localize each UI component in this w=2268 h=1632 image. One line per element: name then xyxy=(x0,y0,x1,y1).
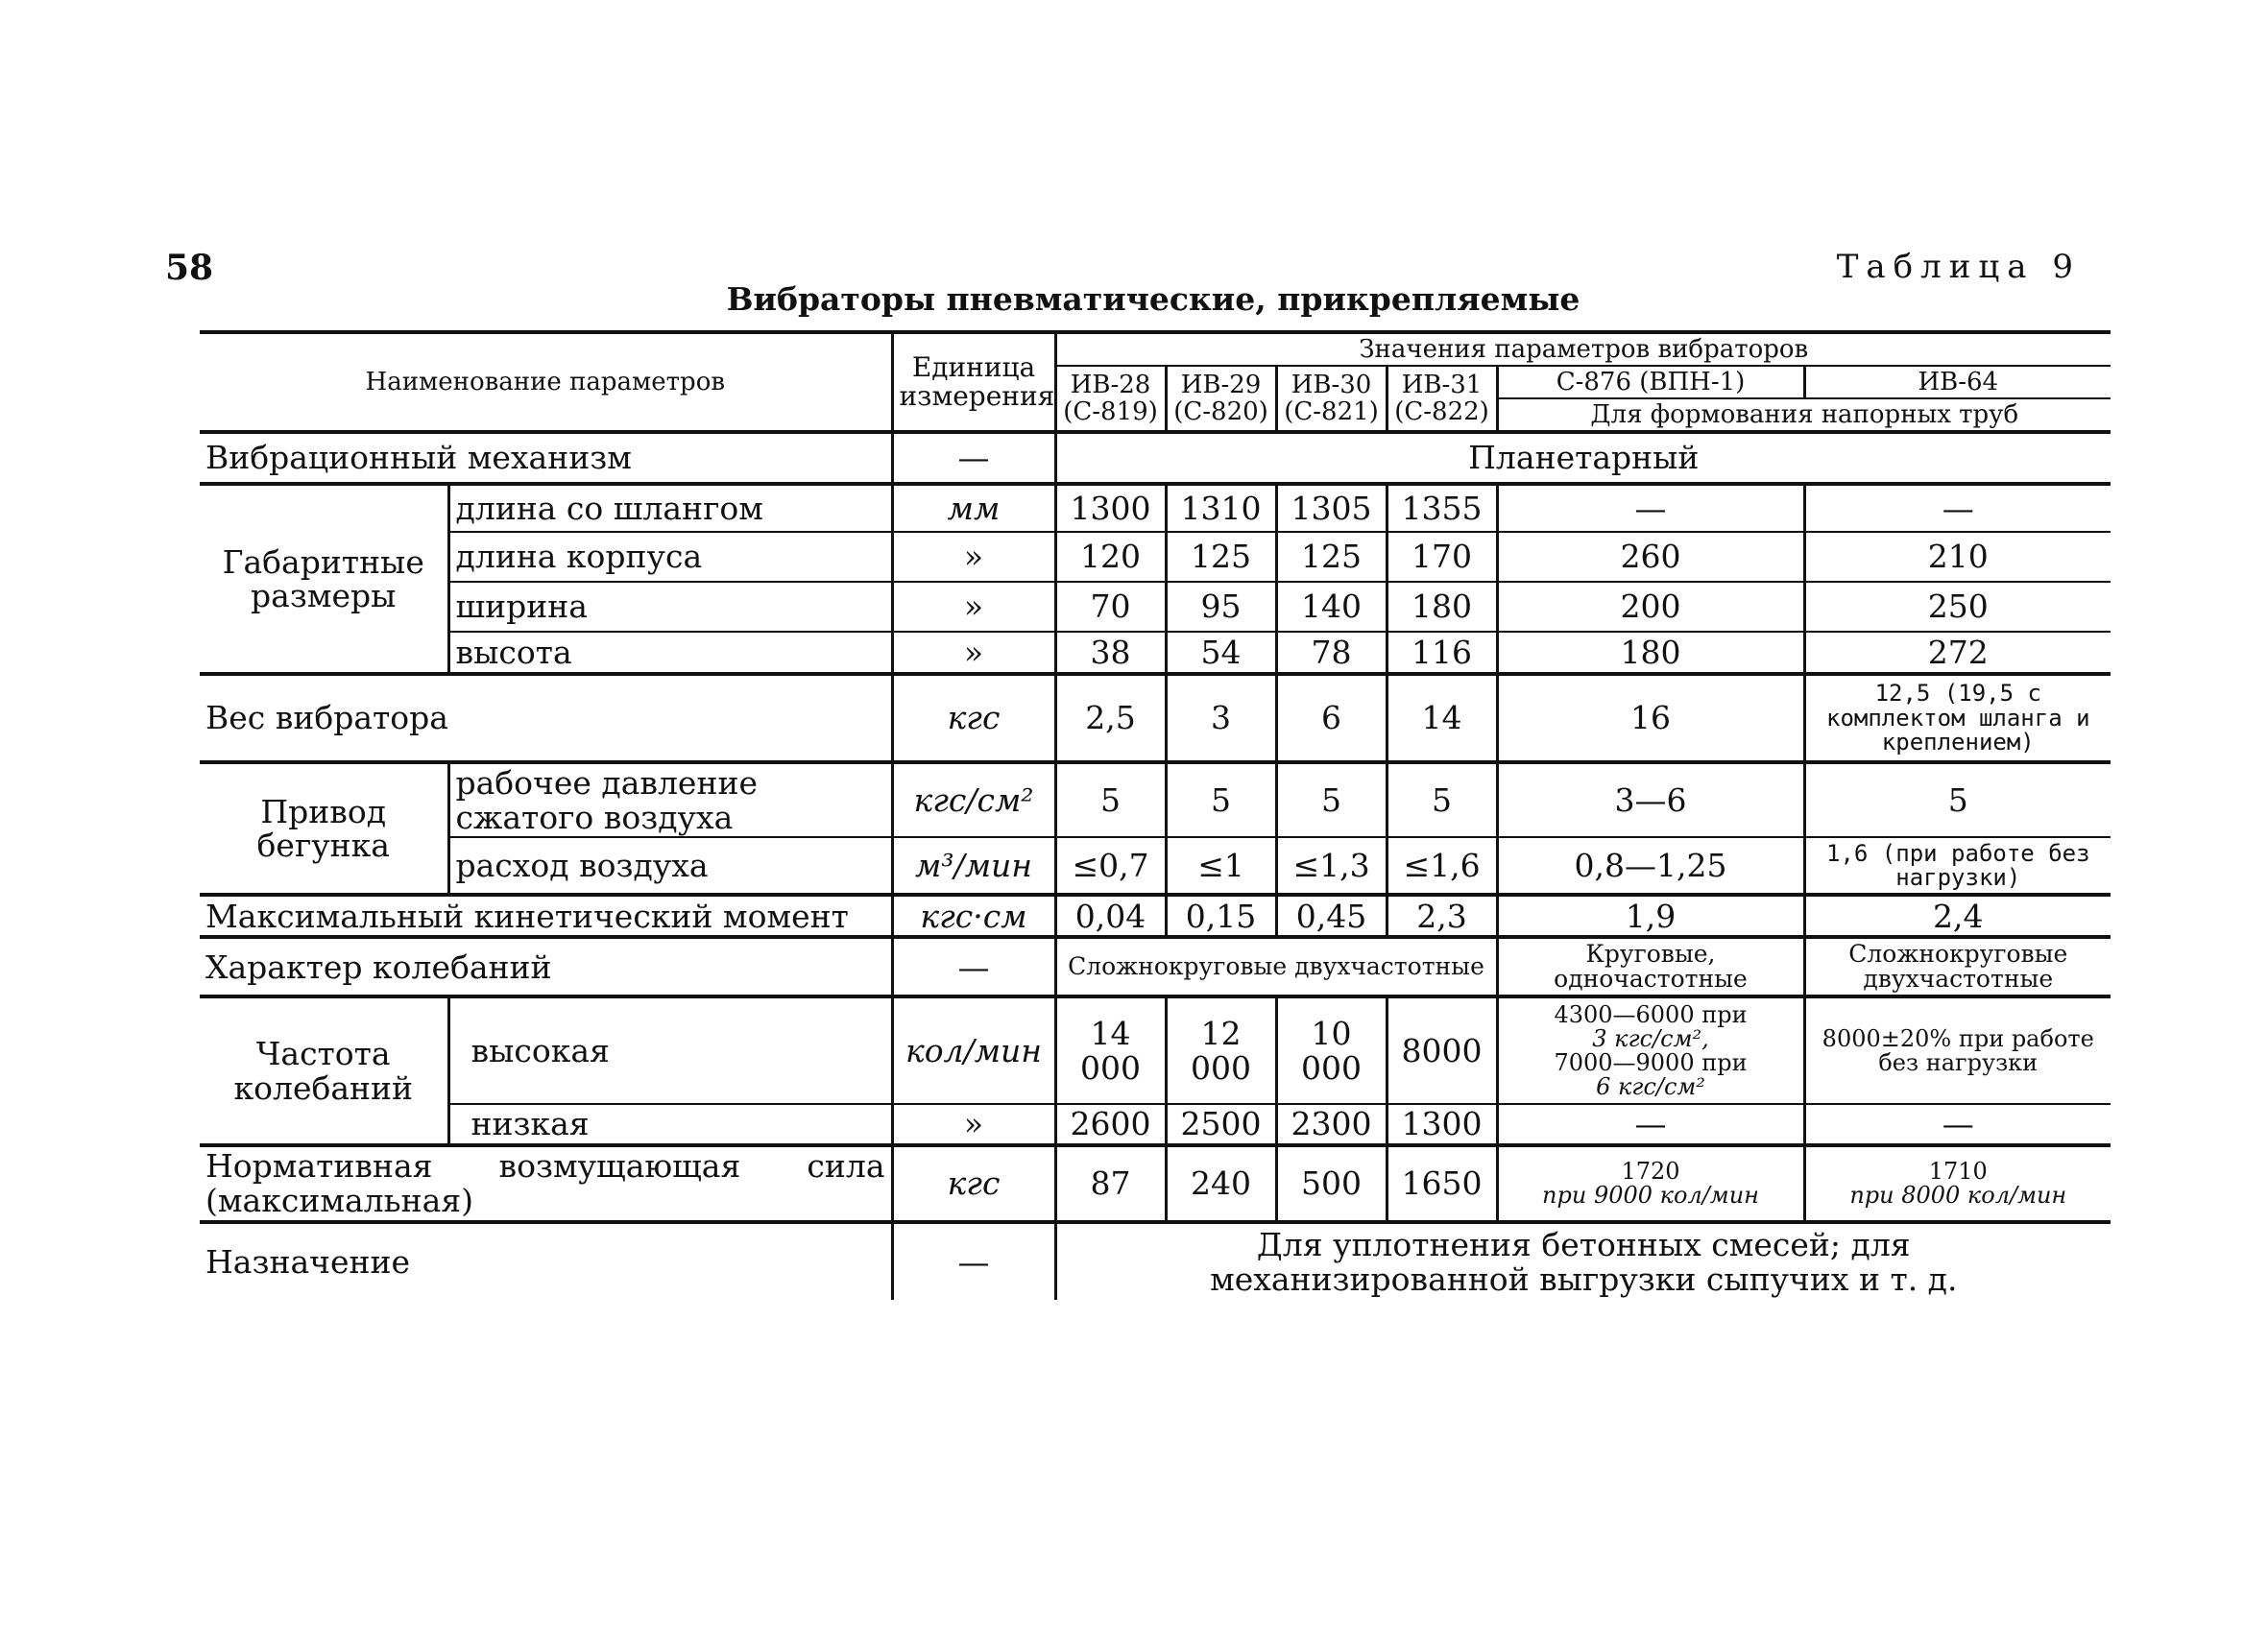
dims-group-label: Габаритные размеры xyxy=(200,484,448,674)
frequency-group-label: Частота колебаний xyxy=(200,996,448,1145)
height-label: высота xyxy=(448,632,892,674)
value-cell: 1305 xyxy=(1276,484,1387,532)
value-cell: 2,4 xyxy=(1804,895,2111,937)
value-cell: 170 xyxy=(1387,532,1497,582)
row-pressure xyxy=(200,762,2111,837)
weight-label: Вес вибратора xyxy=(200,674,892,762)
width-label: ширина xyxy=(448,582,892,632)
value-cell: 250 xyxy=(1804,582,2111,632)
value-cell: 1,6 (при работе без нагрузки) xyxy=(1804,837,2111,895)
value-cell: Сложнокруговые двухчастотные xyxy=(1804,937,2111,996)
value-cell: — xyxy=(1497,1104,1804,1145)
air-flow-unit: м³/мин xyxy=(892,837,1055,895)
weight-unit: кгс xyxy=(892,674,1055,762)
frequency-low-unit: » xyxy=(892,1104,1055,1145)
value-cell: 2500 xyxy=(1166,1104,1276,1145)
value-cell: 1355 xyxy=(1387,484,1497,532)
value-cell: 5 xyxy=(1166,762,1276,837)
row-air-flow xyxy=(200,837,2111,895)
value-cell: 14 xyxy=(1387,674,1497,762)
value-cell: 0,04 xyxy=(1055,895,1166,937)
value-cell: 14 000 xyxy=(1055,996,1166,1104)
value-cell: 4300—6000 при 3 кгс/см², 7000—9000 при 6 кгс/см² xyxy=(1497,996,1804,1104)
value-cell: 1650 xyxy=(1387,1145,1497,1222)
value-cell: 12 000 xyxy=(1166,996,1276,1104)
pressure-unit: кгс/см² xyxy=(892,762,1055,837)
air-flow-label: расход воздуха xyxy=(448,837,892,895)
value-cell: 180 xyxy=(1387,582,1497,632)
row-mechanism xyxy=(200,432,2111,484)
value-cell: 1300 xyxy=(1055,484,1166,532)
value-cell: — xyxy=(1804,1104,2111,1145)
value-cell: 3 xyxy=(1166,674,1276,762)
frequency-high-label: высокая xyxy=(448,996,892,1104)
row-weight xyxy=(200,674,2111,762)
value-cell: 38 xyxy=(1055,632,1166,674)
row-moment xyxy=(200,895,2111,937)
moment-label: Максимальный кинетический момент xyxy=(200,895,892,937)
value-cell: 1300 xyxy=(1387,1104,1497,1145)
value-cell: 2,3 xyxy=(1387,895,1497,937)
row-purpose xyxy=(200,1222,2111,1302)
value-cell: 240 xyxy=(1166,1145,1276,1222)
body-length-label: длина корпуса xyxy=(448,532,892,582)
value-cell: 54 xyxy=(1166,632,1276,674)
mechanism-unit: — xyxy=(892,432,1055,484)
header-row-1 xyxy=(200,332,2111,366)
row-body-length xyxy=(200,532,2111,582)
value-cell: 1710 при 8000 кол/мин xyxy=(1804,1145,2111,1222)
value-cell: 8000 xyxy=(1387,996,1497,1104)
header-unit: Единица измерения xyxy=(892,332,1055,432)
width-unit: » xyxy=(892,582,1055,632)
body-length-unit: » xyxy=(892,532,1055,582)
value-cell: 70 xyxy=(1055,582,1166,632)
row-frequency-low xyxy=(200,1104,2111,1145)
row-hose-length xyxy=(200,484,2111,532)
value-cell: 140 xyxy=(1276,582,1387,632)
value-cell: ≤1 xyxy=(1166,837,1276,895)
header-model-iv28: ИВ-28 (С-819) xyxy=(1055,366,1166,432)
value-cell: 0,15 xyxy=(1166,895,1276,937)
value-cell: 1310 xyxy=(1166,484,1276,532)
value-cell: 120 xyxy=(1055,532,1166,582)
value-cell: ≤0,7 xyxy=(1055,837,1166,895)
header-model-iv31: ИВ-31 (С-822) xyxy=(1387,366,1497,432)
value-cell: ≤1,6 xyxy=(1387,837,1497,895)
value-cell: 500 xyxy=(1276,1145,1387,1222)
oscillation-unit: — xyxy=(892,937,1055,996)
value-cell: 12,5 (19,5 с комплектом шланга и креплением) xyxy=(1804,674,2111,762)
value-cell: Сложнокруговые двухчастотные xyxy=(1055,937,1497,996)
table-title: Вибраторы пневматические, прикрепляемые xyxy=(726,280,1580,318)
value-cell: 0,45 xyxy=(1276,895,1387,937)
value-cell: 210 xyxy=(1804,532,2111,582)
value-cell: 5 xyxy=(1804,762,2111,837)
header-param-name: Наименование параметров xyxy=(200,332,892,432)
mechanism-label: Вибрационный механизм xyxy=(200,432,892,484)
header-model-iv29: ИВ-29 (С-820) xyxy=(1166,366,1276,432)
row-height xyxy=(200,632,2111,674)
value-cell: — xyxy=(1804,484,2111,532)
force-label: Нормативная возмущающая сила (максимальная) xyxy=(200,1145,892,1222)
value-cell: 116 xyxy=(1387,632,1497,674)
value-cell: 5 xyxy=(1276,762,1387,837)
value-cell: 95 xyxy=(1166,582,1276,632)
value-cell: 200 xyxy=(1497,582,1804,632)
force-unit: кгс xyxy=(892,1145,1055,1222)
page-number: 58 xyxy=(165,248,214,288)
row-frequency-high xyxy=(200,996,2111,1104)
value-cell: 125 xyxy=(1166,532,1276,582)
parameters-table xyxy=(200,330,2111,1303)
value-cell: 16 xyxy=(1497,674,1804,762)
value-cell: 272 xyxy=(1804,632,2111,674)
value-cell: Круговые, одночастотные xyxy=(1497,937,1804,996)
row-width xyxy=(200,582,2111,632)
header-values-title: Значения параметров вибраторов xyxy=(1055,332,2111,366)
value-cell: 5 xyxy=(1055,762,1166,837)
header-model-c876: С-876 (ВПН-1) xyxy=(1497,366,1804,398)
value-cell: ≤1,3 xyxy=(1276,837,1387,895)
value-cell: 78 xyxy=(1276,632,1387,674)
frequency-high-unit: кол/мин xyxy=(892,996,1055,1104)
value-cell: 0,8—1,25 xyxy=(1497,837,1804,895)
header-model-iv64: ИВ-64 xyxy=(1804,366,2111,398)
frequency-low-label: низкая xyxy=(448,1104,892,1145)
value-cell: 87 xyxy=(1055,1145,1166,1222)
table-label: Таблица 9 xyxy=(1836,248,2081,286)
moment-unit: кгс·см xyxy=(892,895,1055,937)
value-cell: 2,5 xyxy=(1055,674,1166,762)
value-cell: 1,9 xyxy=(1497,895,1804,937)
header-model-iv30: ИВ-30 (С-821) xyxy=(1276,366,1387,432)
value-cell: — xyxy=(1497,484,1804,532)
value-cell: 8000±20% при работе без нагрузки xyxy=(1804,996,2111,1104)
value-cell: 6 xyxy=(1276,674,1387,762)
pressure-label: рабочее давление сжатого воздуха xyxy=(448,762,892,837)
value-cell: 125 xyxy=(1276,532,1387,582)
mechanism-value: Планетарный xyxy=(1055,432,2111,484)
row-force xyxy=(200,1145,2111,1222)
hose-length-unit: мм xyxy=(892,484,1055,532)
value-cell: 5 xyxy=(1387,762,1497,837)
purpose-unit: — xyxy=(892,1222,1055,1302)
drive-group-label: Привод бегунка xyxy=(200,762,448,895)
hose-length-label: длина со шлангом xyxy=(448,484,892,532)
value-cell: 180 xyxy=(1497,632,1804,674)
row-oscillation xyxy=(200,937,2111,996)
purpose-value: Для уплотнения бетонных смесей; для механизированной выгрузки сыпучих и т. д. xyxy=(1055,1222,2111,1302)
value-cell: 3—6 xyxy=(1497,762,1804,837)
value-cell: 10 000 xyxy=(1276,996,1387,1104)
oscillation-label: Характер колебаний xyxy=(200,937,892,996)
header-pipe-purpose: Для формования напорных труб xyxy=(1497,398,2111,432)
value-cell: 260 xyxy=(1497,532,1804,582)
height-unit: » xyxy=(892,632,1055,674)
value-cell: 2300 xyxy=(1276,1104,1387,1145)
value-cell: 1720 при 9000 кол/мин xyxy=(1497,1145,1804,1222)
purpose-label: Назначение xyxy=(200,1222,892,1302)
value-cell: 2600 xyxy=(1055,1104,1166,1145)
